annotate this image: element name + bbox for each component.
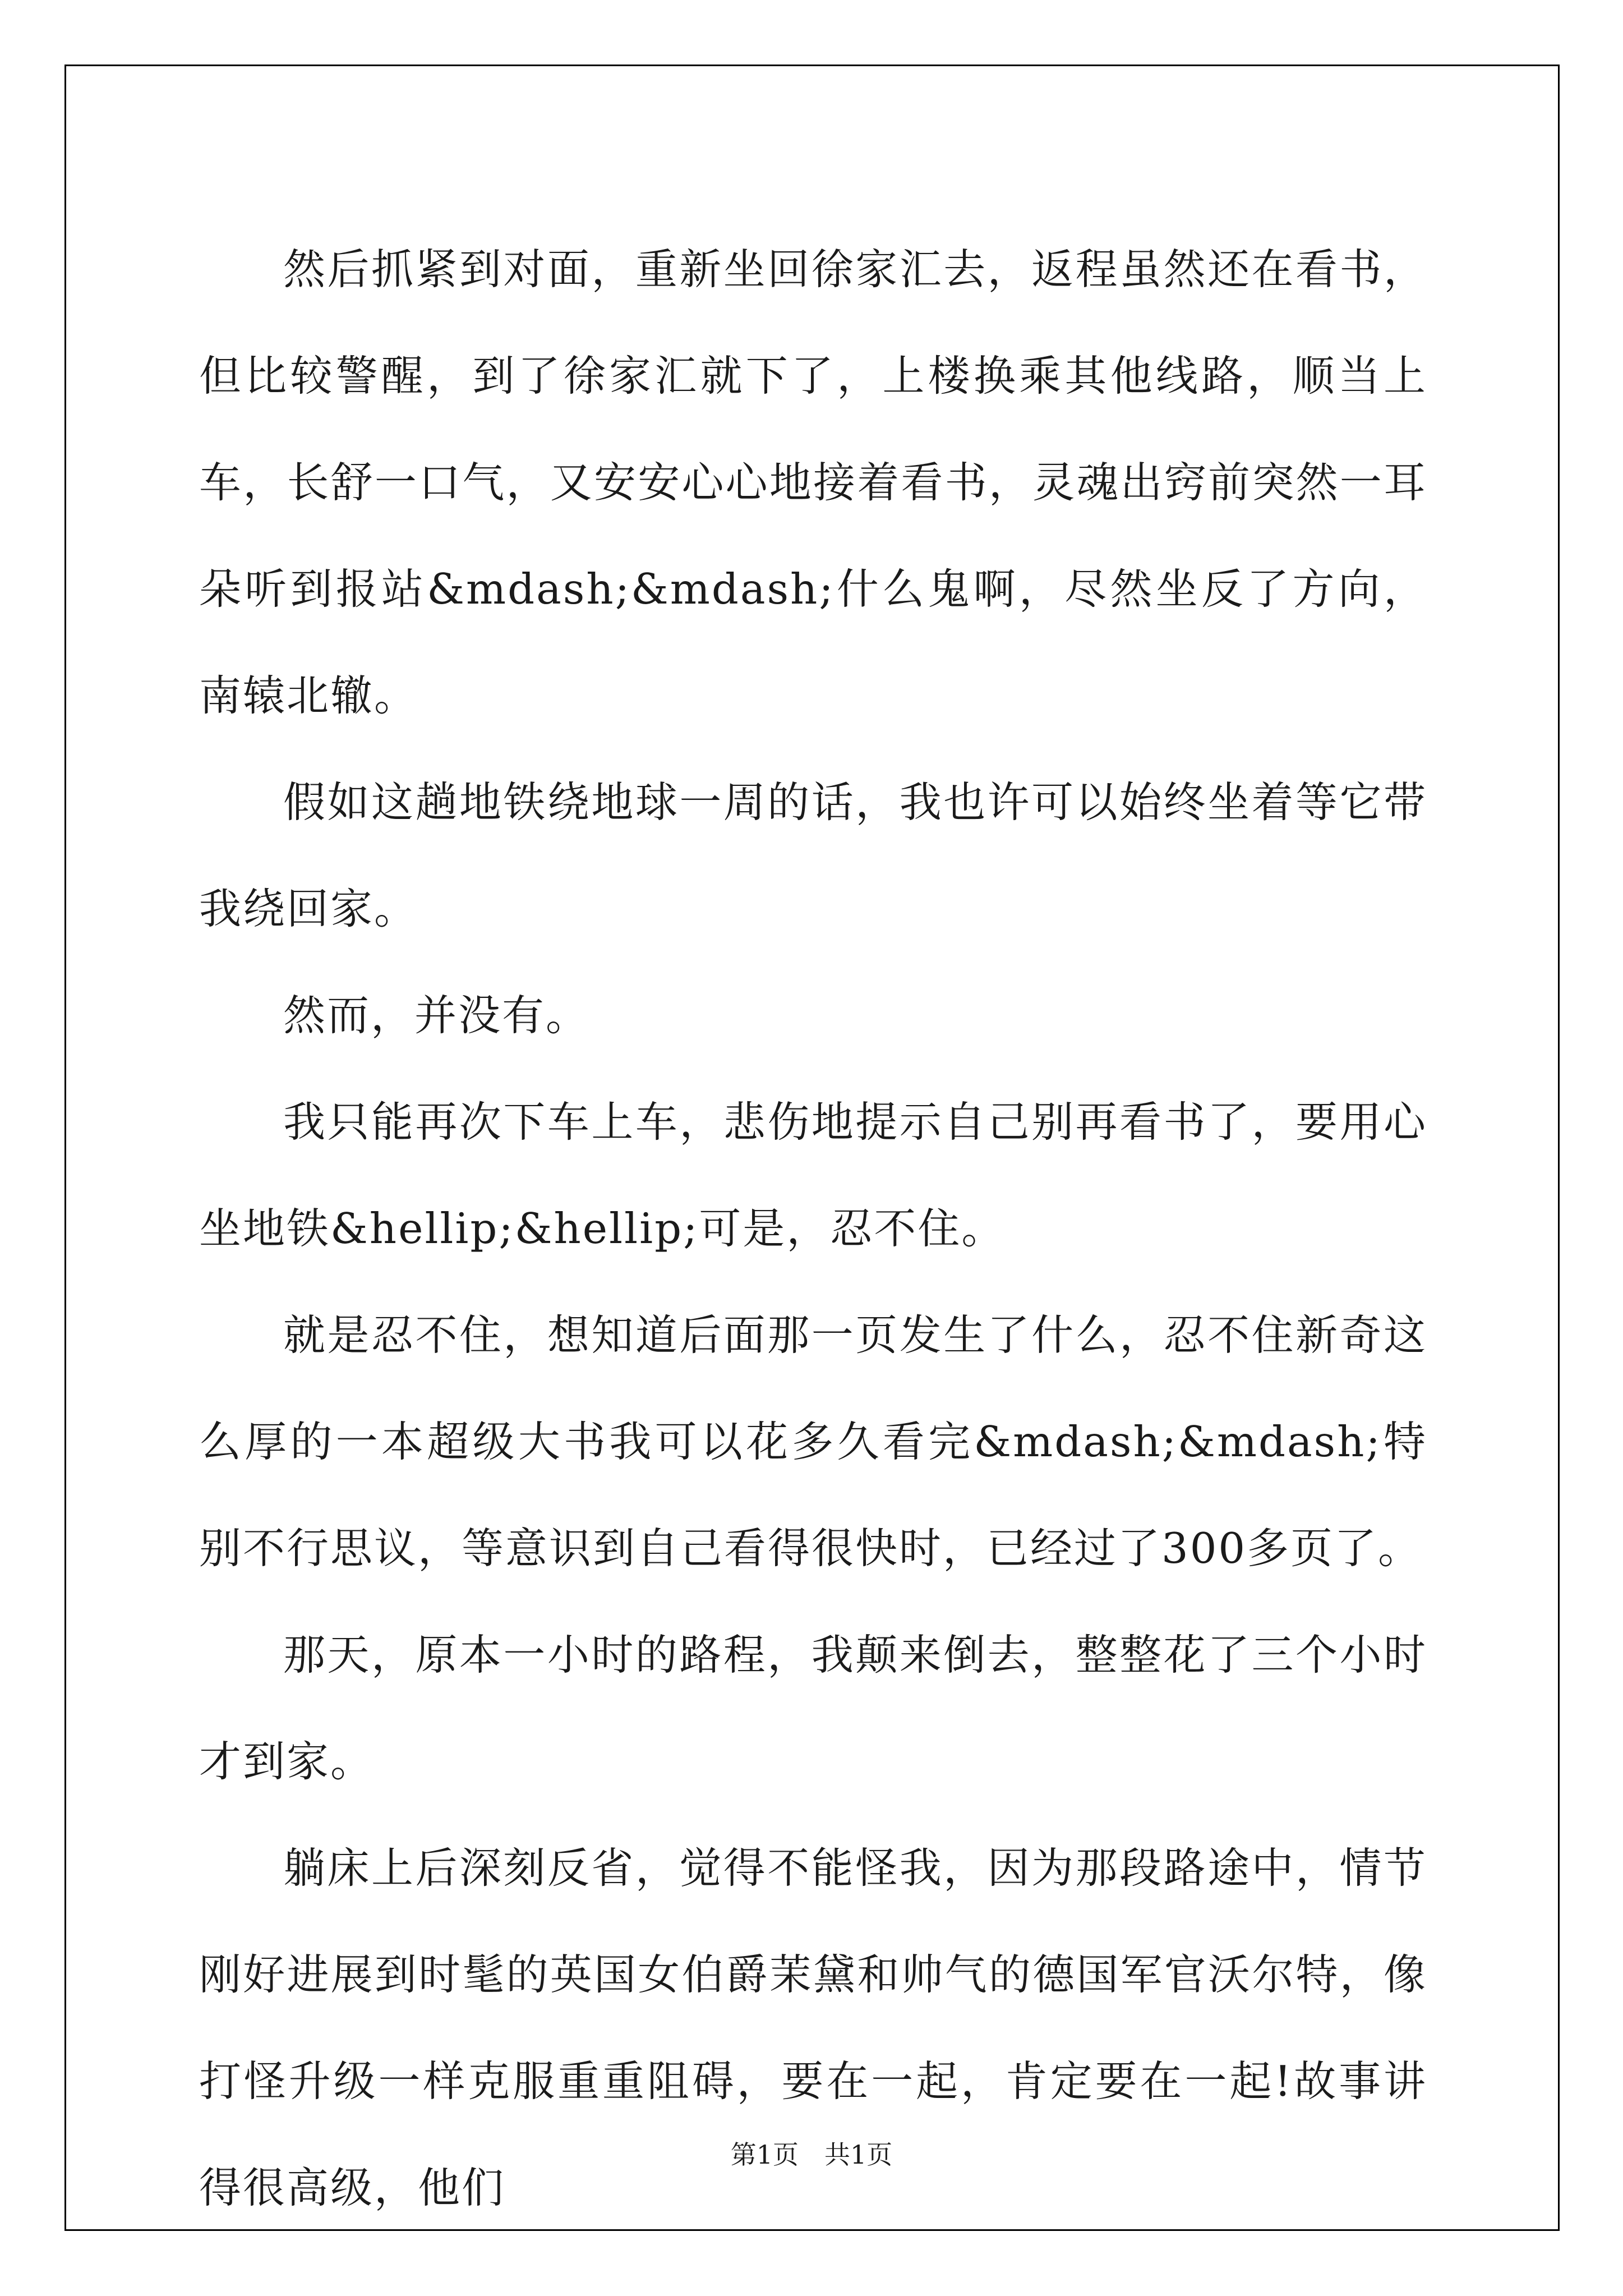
paragraph: 就是忍不住，想知道后面那一页发生了什么，忍不住新奇这么厚的一本超级大书我可以花多久看完&mdash;&mdash;特别不行思议，等意识到自己看得很快时，已经过了300多页了。 (199, 1310, 1427, 1573)
paragraph: 然后抓紧到对面，重新坐回徐家汇去，返程虽然还在看书，但比较警醒，到了徐家汇就下了，上楼换乘其他线路，顺当上车，长舒一口气，又安安心心地接着看书，灵魂出窍前突然一耳朵听到报站&mdash;&mdash;什么鬼啊，尽然坐反了方向，南辕北辙。 (199, 245, 1427, 720)
paragraph: 我只能再次下车上车，悲伤地提示自己别再看书了，要用心坐地铁&hellip;&hellip;可是，忍不住。 (199, 1097, 1427, 1253)
paragraph: 然而，并没有。 (283, 991, 590, 1040)
paragraph: 假如这趟地铁绕地球一周的话，我也许可以始终坐着等它带我绕回家。 (199, 777, 1427, 933)
document-body (199, 216, 1427, 2241)
paragraph: 那天，原本一小时的路程，我颠来倒去，整整花了三个小时才到家。 (199, 1630, 1427, 1786)
page-number-footer: 第1页 共1页 (730, 2139, 893, 2170)
paragraph: 躺床上后深刻反省，觉得不能怪我，因为那段路途中，情节刚好进展到时髦的英国女伯爵茉黛和帅气的德国军官沃尔特，像打怪升级一样克服重重阻碍，要在一起，肯定要在一起!故事讲得很高级，他们 (199, 1843, 1427, 2212)
